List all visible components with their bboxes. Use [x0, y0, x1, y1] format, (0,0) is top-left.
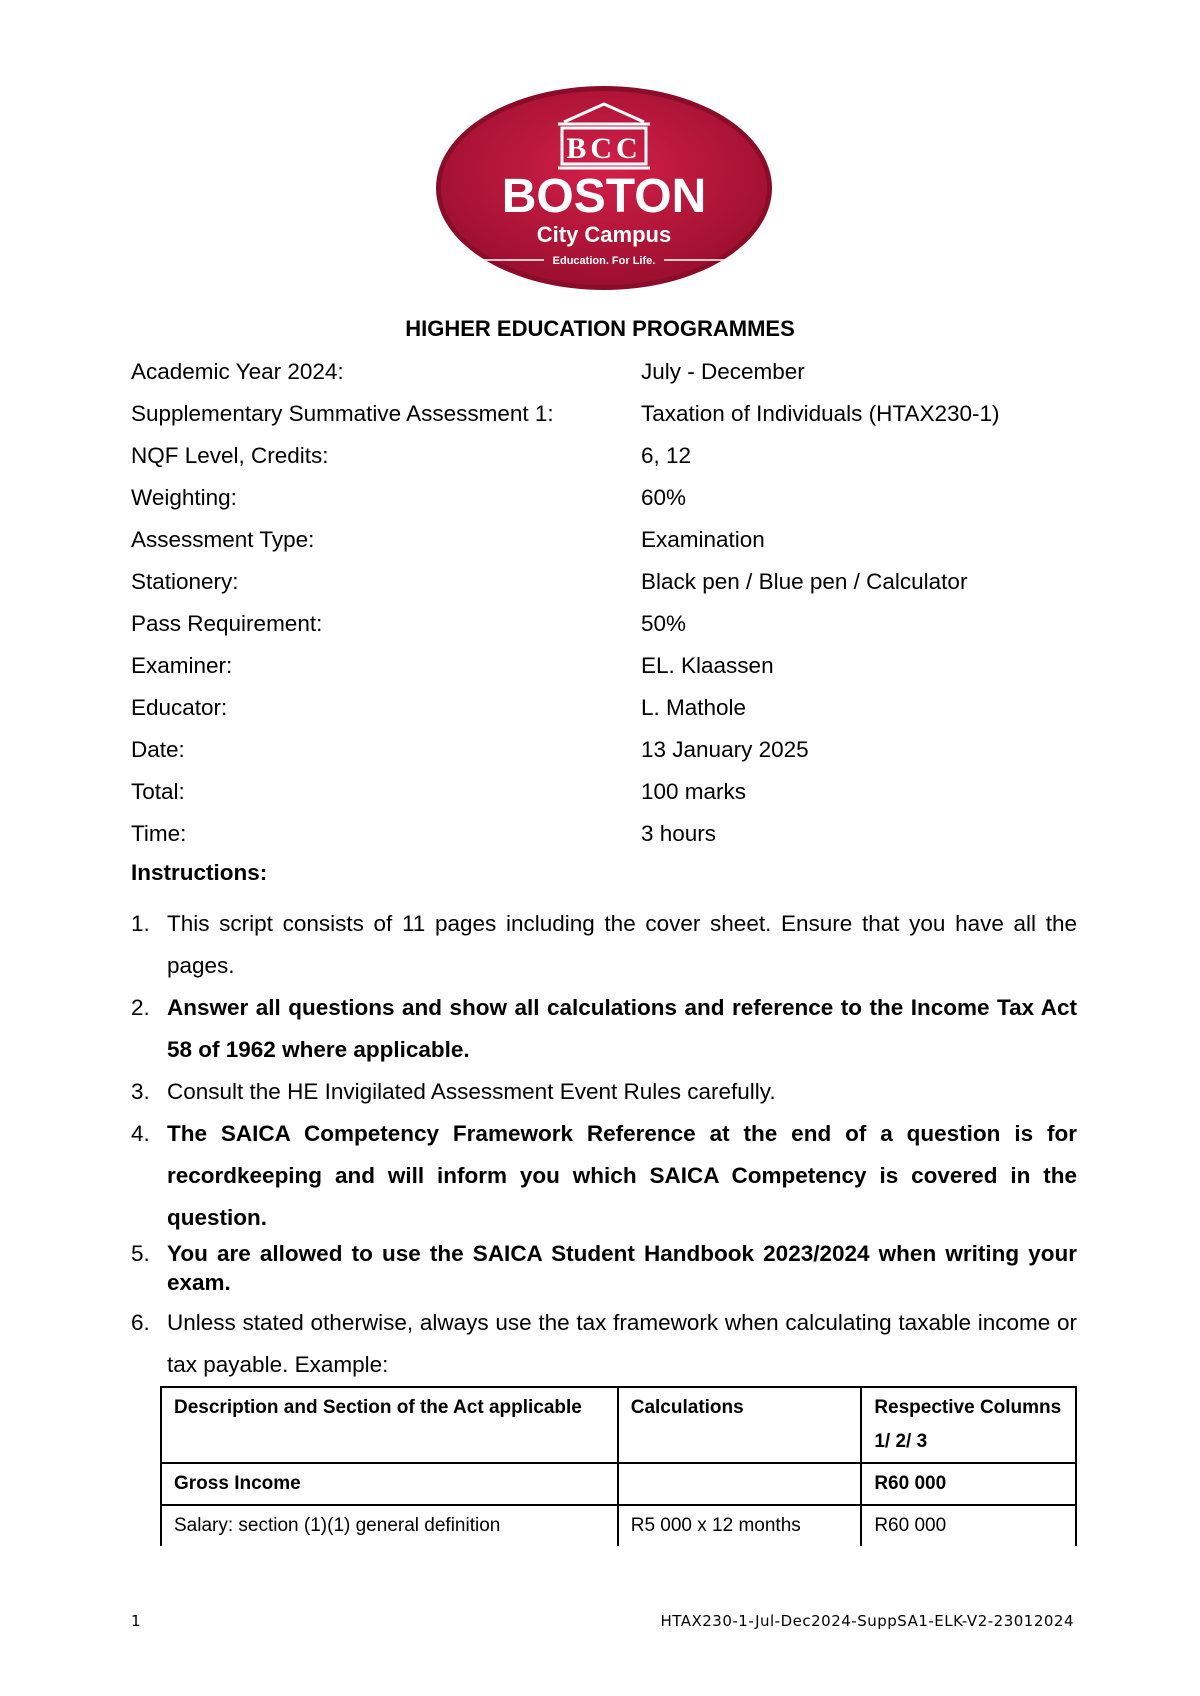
instruction-number: 6.	[131, 1310, 150, 1335]
detail-row-date	[131, 737, 1091, 767]
detail-value: 100 marks	[641, 779, 747, 804]
logo-campus: City Campus	[536, 222, 672, 247]
instruction-text: Unless stated otherwise, always use the tax framework when calculating taxable income or tax payable. Example:	[167, 1310, 1077, 1377]
detail-label: Total:	[131, 779, 185, 804]
detail-label: Weighting:	[131, 485, 237, 510]
detail-value: Taxation of Individuals (HTAX230-1)	[641, 401, 1000, 426]
instruction-text: Answer all questions and show all calculations and reference to the Income Tax Act 58 of 1962 where applicable.	[167, 995, 1077, 1062]
logo-emblem	[432, 82, 776, 294]
instruction-text: You are allowed to use the SAICA Student Handbook 2023/2024 when writing your exam.	[167, 1241, 1077, 1295]
detail-row-educator	[131, 695, 1091, 725]
document-code: HTAX230-1-Jul-Dec2024-SuppSA1-ELK-V2-23012024	[660, 1612, 1074, 1630]
table-header-row	[161, 1387, 1076, 1463]
detail-value: 6, 12	[641, 443, 692, 468]
detail-row-weighting	[131, 485, 1091, 515]
instruction-number: 2.	[131, 995, 150, 1020]
detail-label: Stationery:	[131, 569, 239, 594]
table-cell: R60 000	[861, 1505, 1076, 1546]
detail-value: Black pen / Blue pen / Calculator	[641, 569, 968, 594]
table-row	[161, 1463, 1076, 1505]
table-cell: R5 000 x 12 months	[618, 1505, 862, 1546]
page-number: 1	[131, 1612, 141, 1630]
detail-row-nqf	[131, 443, 1091, 473]
logo-tagline: Education. For Life.	[552, 255, 656, 267]
instruction-text: Consult the HE Invigilated Assessment Event Rules carefully.	[167, 1079, 776, 1104]
detail-label: Time:	[131, 821, 187, 846]
table-header-cell: Description and Section of the Act applicable	[161, 1387, 618, 1463]
detail-row-stationery	[131, 569, 1091, 599]
table-cell: Gross Income	[161, 1463, 618, 1505]
table-header-cell: Calculations	[618, 1387, 862, 1463]
detail-row-pass-requirement	[131, 611, 1091, 641]
detail-label: Educator:	[131, 695, 228, 720]
detail-label: Examiner:	[131, 653, 233, 678]
example-table	[160, 1386, 1077, 1546]
detail-label: NQF Level, Credits:	[131, 443, 329, 468]
instruction-text: The SAICA Competency Framework Reference at the end of a question is for recordkeeping and will inform you which SAICA Competency is covered in the question.	[167, 1121, 1077, 1230]
page-heading: HIGHER EDUCATION PROGRAMMES	[405, 316, 795, 341]
detail-value: July - December	[641, 359, 805, 384]
instructions-title: Instructions:	[131, 860, 268, 885]
table-row	[161, 1505, 1076, 1546]
detail-value: 60%	[641, 485, 687, 510]
detail-row-assessment-type	[131, 527, 1091, 557]
detail-label: Pass Requirement:	[131, 611, 323, 636]
boston-city-campus-logo	[432, 82, 776, 294]
detail-row-examiner	[131, 653, 1091, 683]
instruction-text: This script consists of 11 pages including the cover sheet. Ensure that you have all the pages.	[167, 911, 1077, 978]
logo-name: BOSTON	[501, 170, 707, 223]
table-cell: Salary: section (1)(1) general definition	[161, 1505, 618, 1546]
detail-value: 13 January 2025	[641, 737, 809, 762]
detail-value: Examination	[641, 527, 765, 552]
detail-label: Supplementary Summative Assessment 1:	[131, 401, 554, 426]
detail-row-assessment	[131, 401, 1091, 431]
detail-value: EL. Klaassen	[641, 653, 774, 678]
table-header-cell: Respective Columns 1/ 2/ 3	[861, 1387, 1076, 1463]
table-cell	[618, 1463, 862, 1505]
detail-label: Date:	[131, 737, 185, 762]
detail-row-time	[131, 821, 1091, 851]
instruction-number: 3.	[131, 1079, 150, 1104]
table-cell: R60 000	[861, 1463, 1076, 1505]
instruction-number: 5.	[131, 1241, 150, 1266]
detail-row-academic-year	[131, 359, 1091, 389]
detail-value: 50%	[641, 611, 687, 636]
instruction-number: 4.	[131, 1121, 150, 1146]
detail-value: L. Mathole	[641, 695, 747, 720]
logo-monogram: BCC	[566, 132, 642, 165]
detail-label: Assessment Type:	[131, 527, 315, 552]
detail-label: Academic Year 2024:	[131, 359, 344, 384]
detail-row-total	[131, 779, 1091, 809]
detail-value: 3 hours	[641, 821, 717, 846]
instruction-number: 1.	[131, 911, 150, 936]
